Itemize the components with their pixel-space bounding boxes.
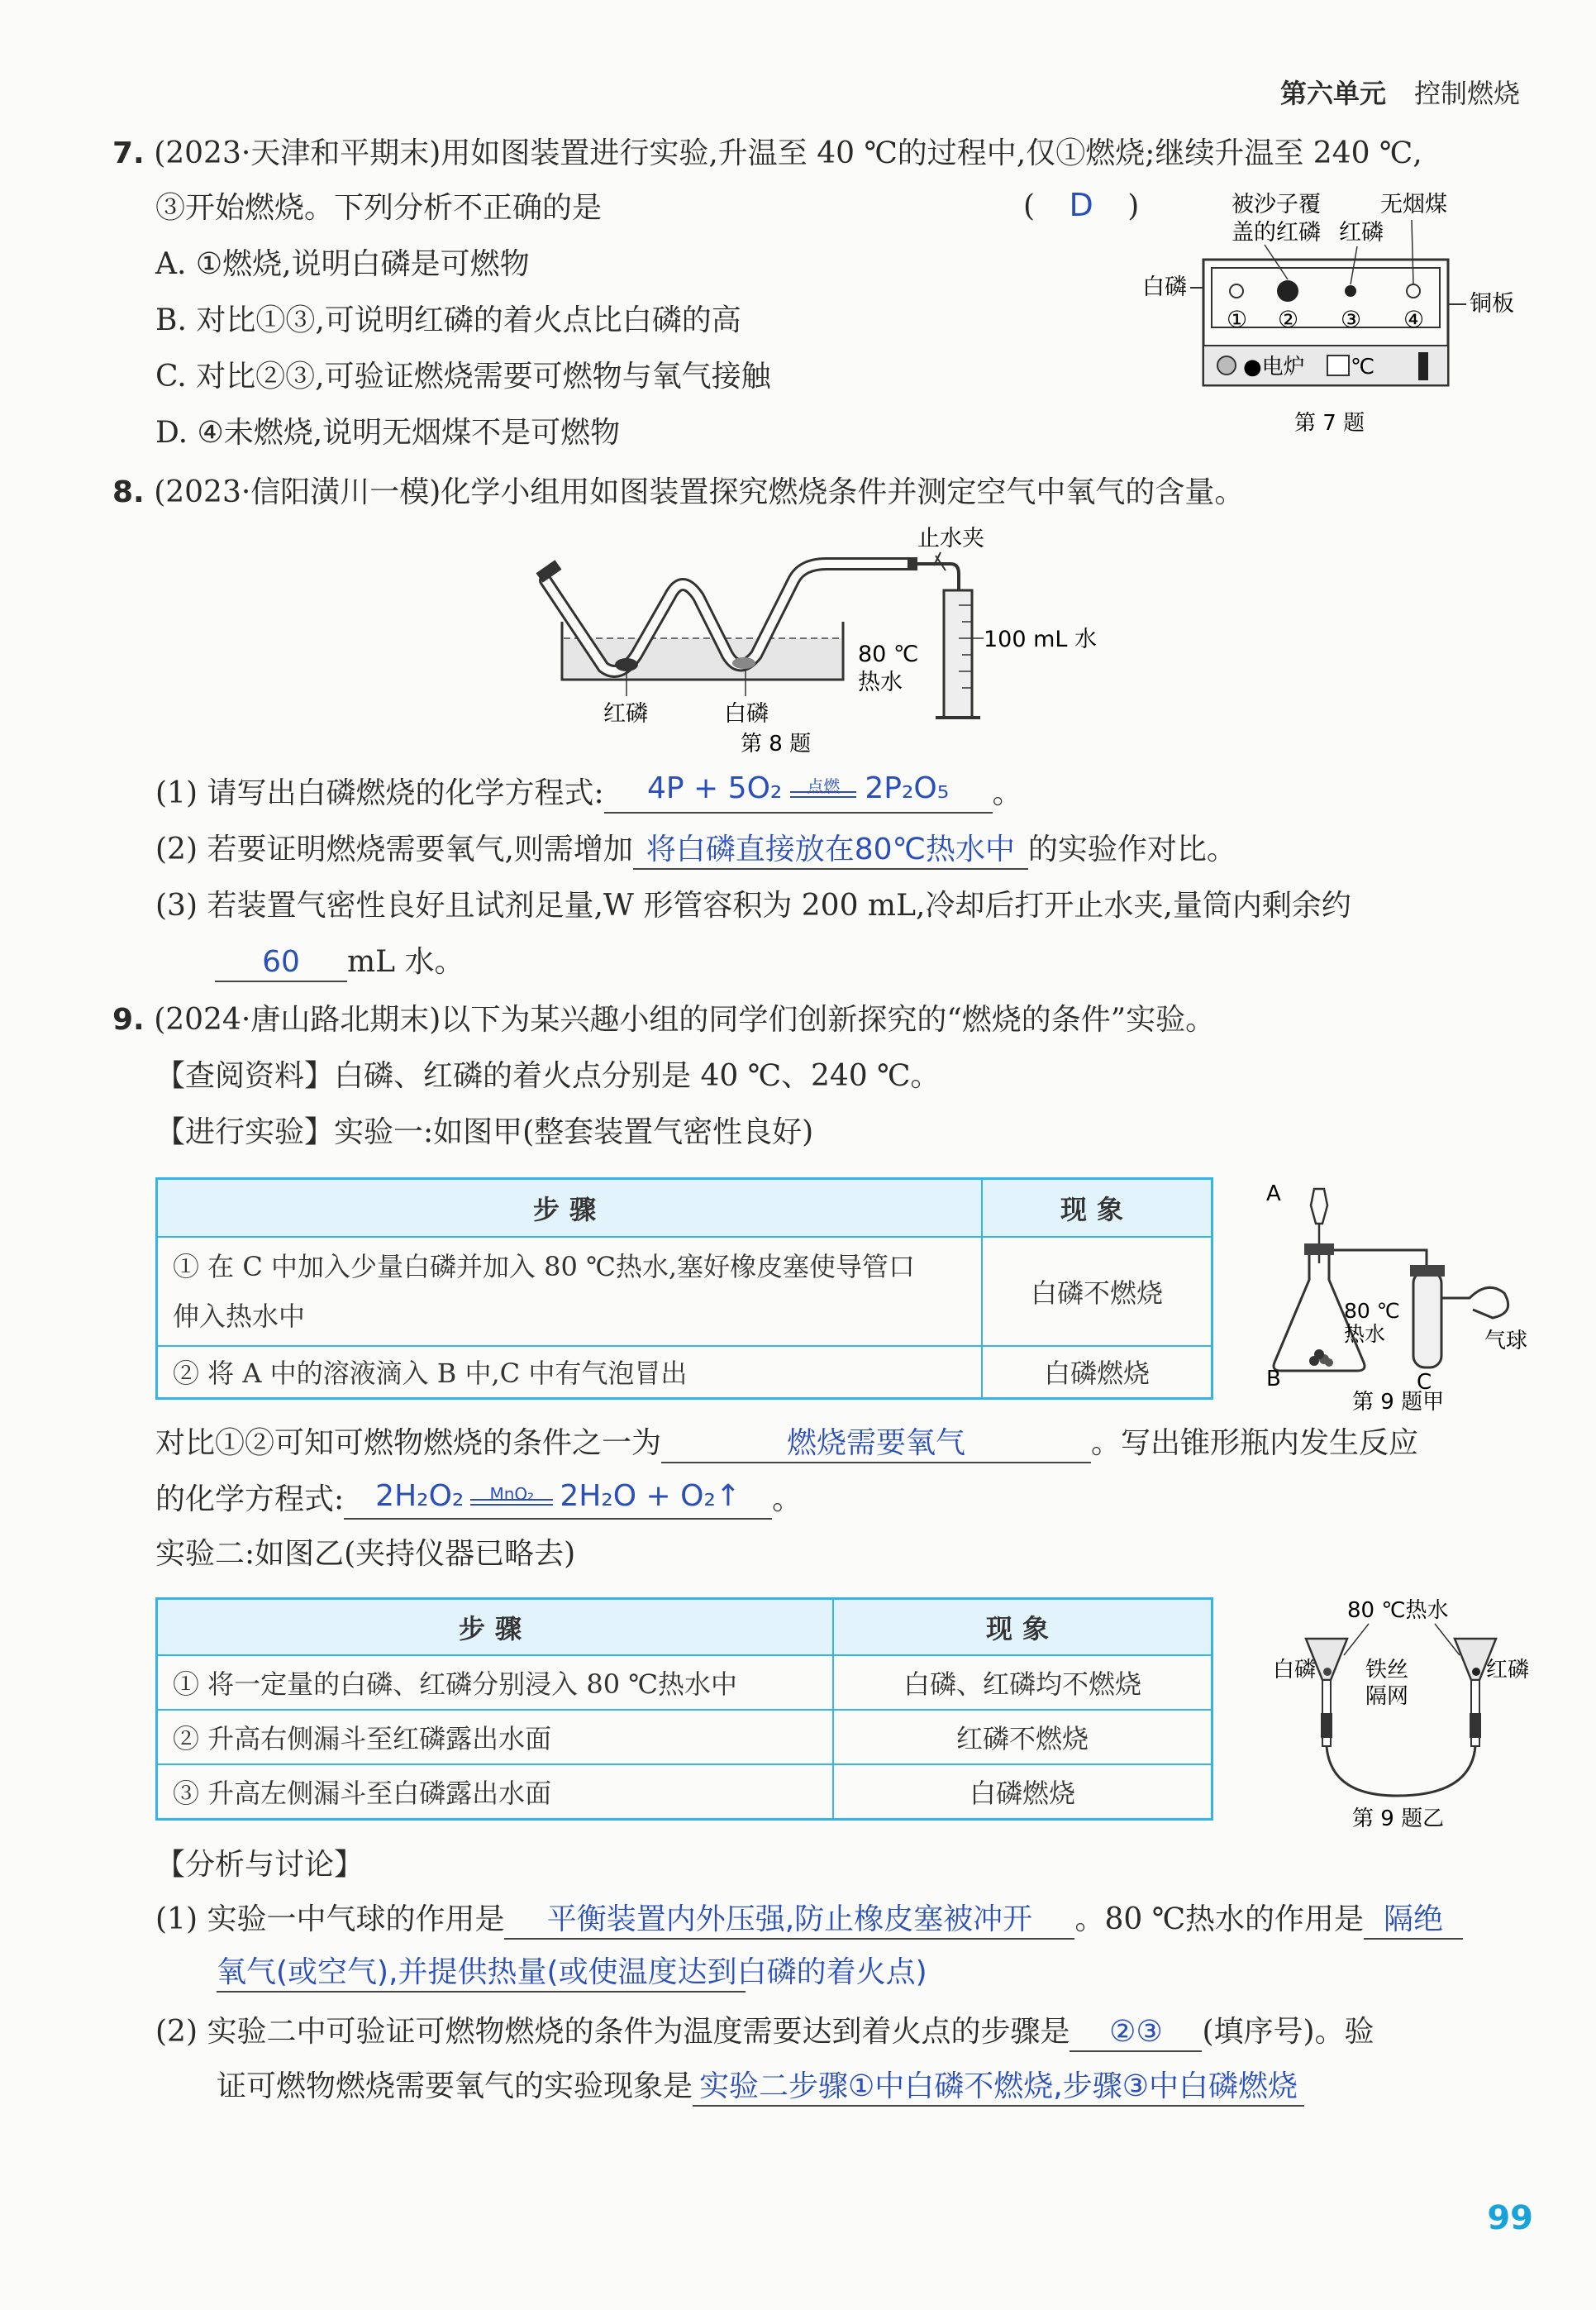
table2-row2-phen: 红磷不燃烧 (833, 1710, 1212, 1764)
q9-table1 (155, 1177, 1213, 1400)
table1-row2-step: ② 将 A 中的溶液滴入 B 中,C 中有气泡冒出 (157, 1346, 983, 1399)
table1-header-step: 步骤 (157, 1179, 983, 1237)
fig9a-caption: 第 9 题甲 (1352, 1390, 1445, 1412)
q9-info: 【查阅资料】白磷、红磷的着火点分别是 40 ℃、240 ℃。 (155, 1059, 941, 1093)
q8-part2: (2) 若要证明燃烧需要氧气,则需增加 将白磷直接放在80℃热水中 的实验作对比。 (155, 830, 1236, 870)
q8-eq-condition: 点燃 (807, 776, 841, 796)
table2-header-phen: 现象 (833, 1599, 1212, 1656)
q7-figure (1132, 187, 1529, 443)
q9-equation-blank (344, 1480, 772, 1520)
fig9b-red: 红磷 (1486, 1658, 1530, 1682)
q8-part3-cont: 60 mL 水。 (215, 943, 465, 982)
q9-a2-blank2 (693, 2067, 1304, 2107)
q7-stem-line1: 7. (2023·天津和平期末)用如图装置进行实验,升温至 40 ℃的过程中,仅①燃烧;继续升温至 240 ℃, (112, 136, 1422, 170)
q9-a2-answer2: 实验二步骤①中白磷不燃烧,步骤③中白磷燃烧 (699, 2069, 1298, 2103)
q9-analysis-1: (1) 实验一中气球的作用是 平衡装置内外压强,防止橡皮塞被冲开 。80 ℃热水的作用是 隔绝 (155, 1900, 1463, 1940)
q9-analysis-title: 【分析与讨论】 (155, 1848, 364, 1882)
q7-answer: D (1069, 187, 1093, 223)
q9-stem: 9. (2024·唐山路北期末)以下为某兴趣小组的同学们创新探究的“燃烧的条件”实验。 (112, 1003, 1216, 1037)
table2-row2-step: ② 升高右侧漏斗至红磷露出水面 (157, 1710, 834, 1764)
fig8-clip-label: 止水夹 (917, 526, 984, 551)
q9-a1-blank2 (1364, 1900, 1463, 1940)
fig7-caption: 第 7 题 (1294, 411, 1365, 436)
q9-a1-answer: 平衡装置内外压强,防止橡皮塞被冲开 (546, 1902, 1033, 1936)
topic-title: 控制燃烧 (1413, 78, 1520, 109)
fig7-label-white: 白磷 (1142, 274, 1187, 300)
fig8-cylinder-label: 100 mL 水 (984, 627, 1098, 652)
q7-option-b: B. 对比①③,可说明红磷的着火点比白磷的高 (155, 303, 741, 337)
q9-equation-line: 的化学方程式: 2H₂O₂ MnO₂ 2H₂O + O₂↑ 。 (155, 1480, 802, 1520)
q7-option-d: D. ④未燃烧,说明无烟煤不是可燃物 (155, 416, 621, 450)
fig7-label-copper: 铜板 (1470, 291, 1514, 317)
q9-a1-blank3 (217, 1953, 927, 1993)
fig7-stove: ●电炉 (1243, 355, 1305, 379)
q7-stem-line2: ③开始燃烧。下列分析不正确的是 (155, 191, 603, 225)
q8-part2-blank (633, 830, 1028, 870)
fig8-water-label: 热水 (858, 670, 903, 695)
q9-a1-blank (504, 1900, 1074, 1940)
q8-stem: 8. (2023·信阳潢川一模)化学小组用如图装置探究燃烧条件并测定空气中氧气的含量。 (112, 475, 1245, 509)
unit-title: 第六单元 (1279, 78, 1386, 109)
q8-part3-answer: 60 (262, 945, 300, 979)
fig9a-label-c: C (1417, 1370, 1432, 1395)
q9-table2 (155, 1597, 1213, 1821)
q9-compare-answer: 燃烧需要氧气 (787, 1426, 966, 1460)
fig8-red-label: 红磷 (603, 701, 648, 727)
table1-row1-phen: 白磷不燃烧 (982, 1237, 1212, 1346)
fig8-white-label: 白磷 (724, 701, 769, 727)
table-row (157, 1764, 1212, 1819)
fig9b-mesh2: 隔网 (1365, 1684, 1409, 1709)
fig9a-label-a: A (1266, 1181, 1281, 1206)
q9-analysis-1-cont (217, 1953, 927, 1993)
fig9b-mesh1: 铁丝 (1365, 1658, 1409, 1682)
q9-compare: 对比①②可知可燃物燃烧的条件之一为 燃烧需要氧气 。写出锥形瓶内发生反应 (155, 1424, 1418, 1463)
fig7-num3: ③ (1341, 306, 1362, 333)
q9-a1-answer2: 隔绝 (1383, 1902, 1443, 1936)
q9-a2-answer: ②③ (1109, 2015, 1163, 2049)
q9-a2-blank (1070, 2012, 1202, 2052)
q9-exp2-title: 实验二:如图乙(夹持仪器已略去) (155, 1537, 576, 1571)
fig8-caption: 第 8 题 (741, 732, 812, 756)
table2-header (157, 1599, 1212, 1656)
table-row (157, 1655, 1212, 1710)
q8-part3: (3) 若装置气密性良好且试剂足量,W 形管容积为 200 mL,冷却后打开止水夹,量筒内剩余约 (155, 889, 1351, 923)
table2-header-step: 步骤 (157, 1599, 834, 1656)
fig7-num2: ② (1278, 306, 1299, 333)
q8-figure (529, 523, 1157, 762)
q9-number: 9. (112, 1003, 145, 1037)
fig9a-label-b: B (1266, 1367, 1281, 1391)
fig7-num1: ① (1227, 306, 1248, 333)
table-row (157, 1710, 1212, 1764)
q9-eq-catalyst: MnO₂ (489, 1484, 535, 1504)
q8-part1: (1) 请写出白磷燃烧的化学方程式: 4P + 5O₂ 点燃 2P₂O₅ 。 (155, 774, 1022, 814)
table2-row1-phen: 白磷、红磷均不燃烧 (833, 1655, 1212, 1710)
fig9a-water: 热水 (1344, 1322, 1386, 1346)
q9-analysis-2: (2) 实验二中可验证可燃物燃烧的条件为温度需要达到着火点的步骤是 ②③ (填序号)。验 (155, 2012, 1374, 2052)
q8-part2-answer: 将白磷直接放在80℃热水中 (646, 833, 1016, 866)
fig9b-caption: 第 9 题乙 (1352, 1806, 1445, 1829)
fig7-num4: ④ (1403, 306, 1425, 333)
table1-header-phen: 现象 (982, 1179, 1212, 1237)
fig7-label-sand2: 盖的红磷 (1232, 220, 1321, 246)
page-header (1280, 73, 1520, 111)
q9-figure-yi (1273, 1589, 1554, 1829)
fig8-water-temp: 80 ℃ (858, 642, 919, 667)
page-number: 99 (1487, 2199, 1533, 2237)
table1-header (157, 1179, 1212, 1237)
fig7-temp-unit: ℃ (1351, 355, 1375, 379)
q7-option-a: A. ①燃烧,说明白磷是可燃物 (155, 247, 530, 281)
fig7-label-red: 红磷 (1339, 220, 1384, 246)
table2-row3-phen: 白磷燃烧 (833, 1764, 1212, 1819)
fig9a-temp: 80 ℃ (1344, 1299, 1400, 1323)
table2-row3-step: ③ 升高左侧漏斗至白磷露出水面 (157, 1764, 834, 1819)
table-row (157, 1346, 1212, 1399)
fig9b-top-label: 80 ℃热水 (1347, 1598, 1449, 1623)
q8-number: 8. (112, 475, 145, 509)
fig9a-balloon: 气球 (1484, 1329, 1528, 1353)
q9-exp1-title: 【进行实验】实验一:如图甲(整套装置气密性良好) (155, 1115, 814, 1149)
table2-row1-step: ① 将一定量的白磷、红磷分别浸入 80 ℃热水中 (157, 1655, 834, 1710)
fig7-label-coal: 无烟煤 (1380, 192, 1447, 217)
q8-part1-blank (604, 771, 993, 814)
fig9b-white: 白磷 (1273, 1658, 1317, 1682)
table1-row1-step-cont: 伸入热水中 (173, 1300, 306, 1332)
q7-answer-paren: ( D ) (1023, 187, 1140, 223)
q9-analysis-2-cont: 证可燃物燃烧需要氧气的实验现象是 实验二步骤①中白磷不燃烧,步骤③中白磷燃烧 (217, 2067, 1304, 2107)
table1-row2-phen: 白磷燃烧 (982, 1346, 1212, 1399)
q7-number: 7. (112, 136, 145, 170)
table1-row1-step: ① 在 C 中加入少量白磷并加入 80 ℃热水,塞好橡皮塞使导管口 (173, 1250, 916, 1282)
table-row (157, 1237, 1212, 1346)
q7-option-c: C. 对比②③,可验证燃烧需要可燃物与氧气接触 (155, 360, 771, 394)
fig7-label-sand: 被沙子覆 (1232, 192, 1321, 217)
q9-figure-jia (1265, 1172, 1546, 1412)
q8-equation: 4P + 5O₂ 点燃 2P₂O₅ (647, 771, 949, 805)
q9-compare-blank (661, 1424, 1091, 1463)
q8-part3-blank (215, 943, 347, 982)
q9-equation: 2H₂O₂ MnO₂ 2H₂O + O₂↑ (375, 1479, 741, 1513)
q9-a1-answer3: 氧气(或空气),并提供热量(或使温度达到白磷的着火点) (217, 1955, 927, 1989)
